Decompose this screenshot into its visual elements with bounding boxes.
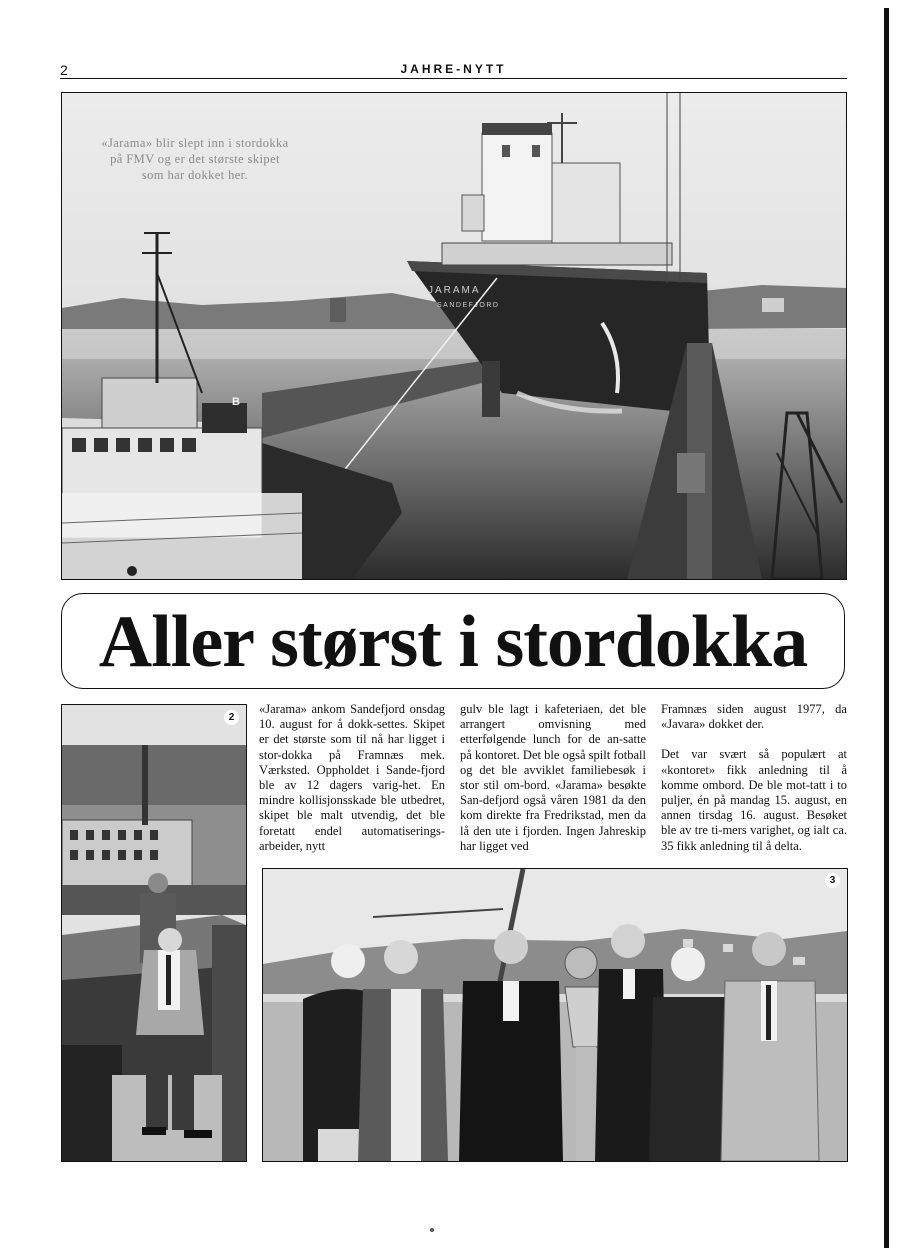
running-head: JAHRE-NYTT <box>400 62 507 76</box>
headline-box <box>61 593 845 689</box>
photo-group-on-bridge <box>262 868 848 1162</box>
photo-men-on-deck <box>61 704 247 1162</box>
top-photo-caption: «Jarama» blir slept inn i stordokka på FMV og er det største skipet som har dokket her. <box>101 136 289 182</box>
article-col1-text: «Jarama» ankom Sandefjord onsdag 10. august for å dokk-settes. Skipet er det største som til nå har ligget i stor-dokka på Framnæs mek. Værksted. Oppholdet i Sande-fjord ble av 12 dagers varig-het. En mindre kollisjonsskade ble utbedret, skipet ble malt utvendig, det ble foretatt endel automatiserings-arbeider, nytt <box>259 702 445 853</box>
page-edge-bar <box>884 8 889 1248</box>
article-column-1 <box>259 702 445 854</box>
page-number: 2 <box>60 62 68 78</box>
tug-mark: B <box>232 396 240 408</box>
ship-port-on-hull: SANDEFJORD <box>437 302 500 309</box>
photo-number-2: 2 <box>224 710 239 725</box>
article-col2-text: gulv ble lagt i kafeteriaen, det ble arrangert omvisning med etterfølgende lunch for de an-satte på kontoret. Det ble også spilt fotball og det ble avviklet familiebesøk i stor stil om-bord. «Jarama» besøkte San-defjord også våren 1981 da den kom direkte fra Fredrikstad, men da lå den ute i fjorden. Ingen Jahreskip har ligget ved <box>460 702 646 853</box>
page-header <box>60 60 847 80</box>
ship-name-on-hull: JARAMA <box>428 285 481 296</box>
article-column-3 <box>661 702 847 854</box>
header-rule <box>60 78 847 79</box>
article-col3-text-2: Det var svært så populært at «kontoret» fikk anledning til å komme ombord. De ble mot-tatt i to puljer, én på mandag 15. august, en annen tirsdag 16. august. Besøket ble av tre ti-mers varighet, og ialt ca. 35 fikk anledning til å delta. <box>661 747 847 853</box>
headline: Aller størst i stordokka <box>98 601 808 683</box>
photo-number-3: 3 <box>825 873 840 888</box>
article-column-2 <box>460 702 646 854</box>
group-on-bridge-illustration <box>263 869 847 1161</box>
article-col3-text-1: Framnæs siden august 1977, da «Javara» dokket der. <box>661 702 847 732</box>
men-on-deck-illustration <box>62 705 246 1161</box>
bottom-speck <box>430 1228 434 1232</box>
